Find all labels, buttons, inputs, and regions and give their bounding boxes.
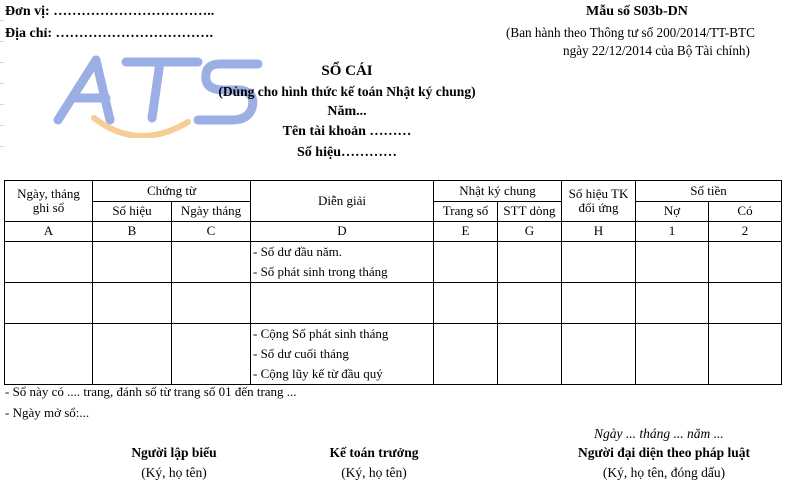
code-cell: 2 — [709, 222, 782, 242]
sign-date: Ngày ... tháng ... năm ... — [594, 426, 724, 441]
legal-basis-line2: ngày 22/12/2014 của Bộ Tài chính) — [563, 43, 750, 58]
opening-balance-label: - Số dư đầu năm. — [253, 244, 343, 259]
chief-accountant-signature: Kế toán trưởng (Ký, họ tên) — [329, 445, 419, 480]
code-cell: H — [562, 222, 636, 242]
header-posting-date: Ngày, tháng ghi sổ — [5, 181, 93, 222]
header-description: Diễn giải — [251, 181, 434, 222]
header-debit: Nợ — [636, 202, 709, 222]
preparer-signature: Người lập biểu (Ký, họ tên) — [131, 445, 217, 480]
header-voucher-number: Số hiệu — [93, 202, 172, 222]
legal-basis-line1: (Ban hành theo Thông tư số 200/2014/TT-BTC — [506, 25, 755, 40]
header-general-journal: Nhật ký chung — [434, 181, 562, 202]
unit-field: Đơn vị: …………………………….. — [5, 4, 215, 19]
account-name-field: Tên tài khoản ……… — [282, 124, 412, 139]
totals-cell — [251, 324, 434, 385]
year-field: Năm... — [327, 104, 367, 119]
form-number: Mẫu số S03b-DN — [586, 4, 688, 19]
code-cell: G — [498, 222, 562, 242]
header-voucher-date: Ngày tháng — [172, 202, 251, 222]
code-cell: 1 — [636, 222, 709, 242]
header-page-number: Trang số — [434, 202, 498, 222]
open-date-note: - Ngày mở sổ:... — [5, 405, 90, 420]
ledger-table — [4, 180, 782, 385]
header-voucher: Chứng từ — [93, 181, 251, 202]
code-cell: B — [93, 222, 172, 242]
period-transactions-label: - Số phát sinh trong tháng — [253, 264, 388, 279]
table-row — [5, 324, 782, 385]
account-number-field: Số hiệu………… — [297, 145, 397, 160]
table-row — [5, 283, 782, 324]
code-cell: D — [251, 222, 434, 242]
legal-representative-signature: Người đại diện theo pháp luật (Ký, họ tên, đóng dấu) — [578, 445, 750, 480]
header-contra-account: Số hiệu TK đối ứng — [562, 181, 636, 222]
code-cell: A — [5, 222, 93, 242]
closing-balance-label: - Số dư cuối tháng — [253, 346, 349, 361]
address-field: Địa chỉ: ……………………………. — [5, 26, 214, 41]
header-amount: Số tiền — [636, 181, 782, 202]
code-cell: E — [434, 222, 498, 242]
header-line-number: STT dòng — [498, 202, 562, 222]
ledger-subtitle: (Dùng cho hình thức kế toán Nhật ký chung) — [218, 84, 476, 99]
monthly-total-label: - Cộng Số phát sinh tháng — [253, 326, 389, 341]
page-count-note: - Sổ này có .... trang, đánh số từ trang số 01 đến trang ... — [5, 384, 297, 399]
header-credit: Có — [709, 202, 782, 222]
table-row — [5, 242, 782, 283]
opening-balance-cell — [251, 242, 434, 283]
quarter-cumulative-label: - Cộng lũy kế từ đầu quý — [253, 366, 383, 381]
ledger-title: SỔ CÁI — [321, 63, 373, 79]
code-cell: C — [172, 222, 251, 242]
